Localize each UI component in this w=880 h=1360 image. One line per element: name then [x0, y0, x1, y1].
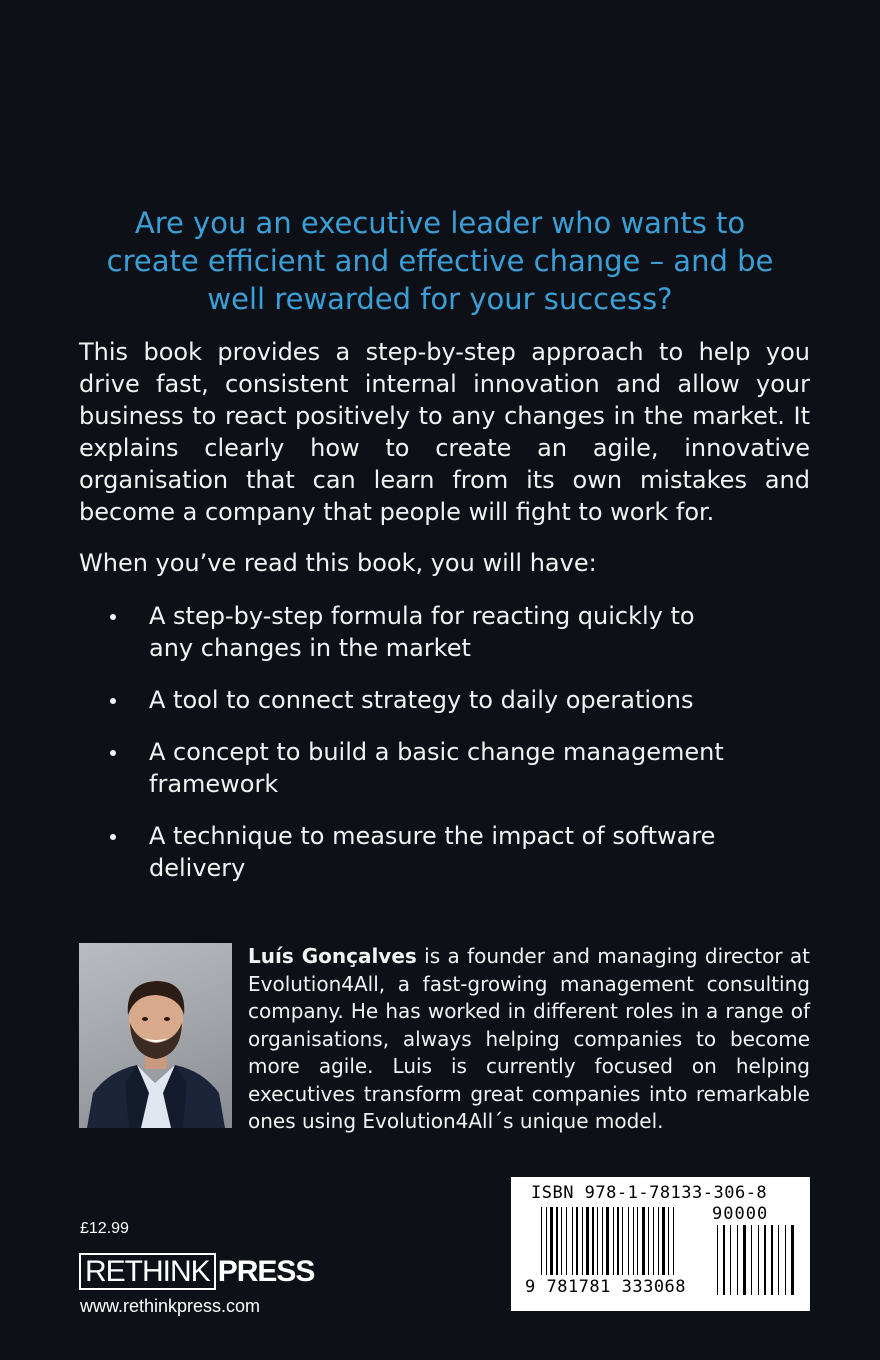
list-item [104, 820, 744, 884]
bullet-icon [110, 750, 116, 756]
list-item-text: A concept to build a basic change management framework [149, 738, 724, 798]
barcode-addon-bar [785, 1225, 786, 1295]
barcode-bar [592, 1207, 594, 1275]
isbn-text: ISBN 978-1-78133-306-8 [531, 1183, 768, 1203]
bullet-icon [110, 698, 116, 704]
barcode-number: 9 781781 333068 [525, 1277, 687, 1297]
list-item [104, 736, 744, 800]
barcode-bar [606, 1207, 609, 1275]
barcode-bar [668, 1207, 669, 1275]
author-bio [248, 943, 810, 1136]
barcode-bar [597, 1207, 598, 1275]
barcode-bar [550, 1207, 553, 1275]
barcode-bar [622, 1207, 623, 1275]
barcode-addon-bar [764, 1225, 766, 1295]
list-item [104, 684, 744, 716]
barcode-bar [566, 1207, 567, 1275]
price: £12.99 [80, 1220, 129, 1237]
barcode-addon-bar [743, 1225, 746, 1295]
author-name: Luís Gonçalves [248, 944, 417, 968]
barcode-addon-bar [791, 1225, 794, 1295]
list-item [104, 600, 744, 664]
benefits-lead: When you’ve read this book, you will have: [79, 549, 597, 577]
barcode-addon-bar [723, 1225, 725, 1295]
intro-paragraph: This book provides a step-by-step approach to help you drive fast, consistent internal innovation and allow your business to react positively to any changes in the market. It explains clearly how to create an agile, innovative organisation that can learn from its own mistakes and become a company that people will fight to work for. [79, 338, 810, 526]
list-item-text: A technique to measure the impact of software delivery [149, 822, 716, 882]
author-photo [79, 943, 232, 1128]
headline: Are you an executive leader who wants to create efficient and effective change – and be well rewarded for your success? [106, 206, 774, 316]
barcode-bar [673, 1207, 674, 1275]
barcode-bar [658, 1207, 659, 1275]
barcode-bar [561, 1207, 562, 1275]
barcode-addon-bar [717, 1225, 718, 1295]
barcode-addon-bar [771, 1225, 773, 1295]
barcode-bar [637, 1207, 638, 1275]
barcode [511, 1177, 810, 1311]
barcode-bar [556, 1207, 558, 1275]
barcode-bar [662, 1207, 665, 1275]
barcode-bar [546, 1207, 547, 1275]
barcode-bar [576, 1207, 578, 1275]
author-portrait-illustration [79, 943, 232, 1128]
publisher-website: www.rethinkpress.com [80, 1296, 261, 1316]
publisher-logo [79, 1255, 314, 1289]
barcode-bar [572, 1207, 573, 1275]
barcode-addon-bar [758, 1225, 759, 1295]
benefits-list [104, 600, 744, 904]
barcode-bar [653, 1207, 654, 1275]
publisher-logo-left: RETHINK [79, 1253, 216, 1290]
barcode-addon-bar [778, 1225, 779, 1295]
barcode-addon-bar [737, 1225, 738, 1295]
list-item-text: A step-by-step formula for reacting quickly to any changes in the market [149, 602, 695, 662]
bullet-icon [110, 834, 116, 840]
barcode-bar [541, 1207, 542, 1275]
barcode-addon-text: 90000 [712, 1204, 769, 1224]
publisher-logo-right: PRESS [217, 1255, 315, 1288]
barcode-bar [582, 1207, 583, 1275]
barcode-bar [586, 1207, 589, 1275]
barcode-addon-bar [751, 1225, 752, 1295]
barcode-bar [628, 1207, 629, 1275]
barcode-bar [633, 1207, 634, 1275]
barcode-bar [642, 1207, 645, 1275]
barcode-bar [602, 1207, 603, 1275]
barcode-bar [648, 1207, 649, 1275]
author-bio-text: is a founder and managing director at Evolution4All, a fast-growing management consulting company. He has worked in different roles in a range of organisations, always helping companies to become more agile. Luis is currently focused on helping executives transform great companies into remarkable ones using Evolution4All´s unique model. [248, 944, 810, 1133]
barcode-addon-bar [730, 1225, 731, 1295]
list-item-text: A tool to connect strategy to daily operations [149, 686, 694, 714]
barcode-bar [617, 1207, 619, 1275]
bullet-icon [110, 614, 116, 620]
barcode-bar [613, 1207, 614, 1275]
